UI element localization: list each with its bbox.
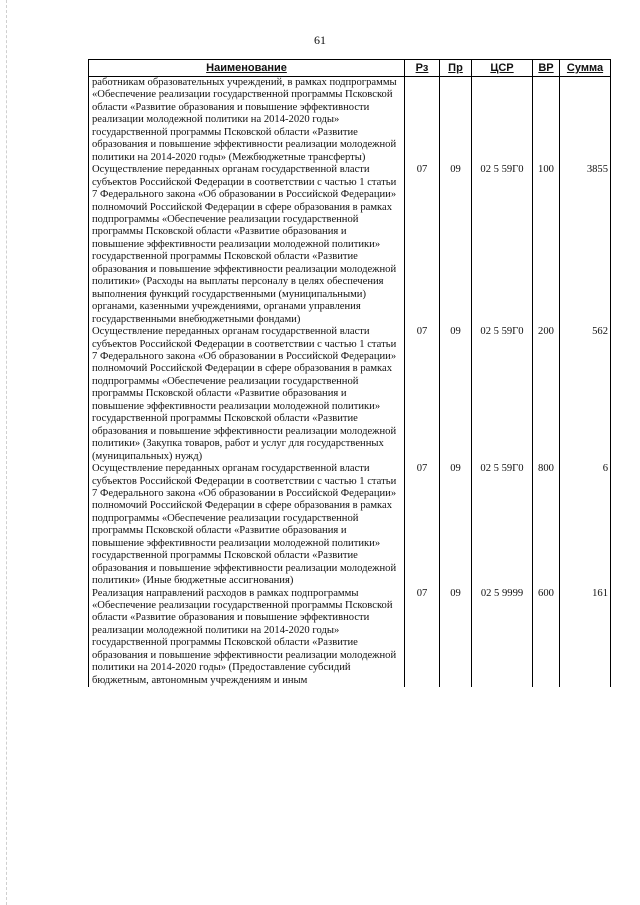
cell-rz: 07 xyxy=(405,588,440,688)
cell-vr: 600 xyxy=(533,588,560,688)
cell-sum: 6 xyxy=(560,463,611,588)
cell-sum xyxy=(560,77,611,165)
cell-csr: 02 5 9999 xyxy=(472,588,533,688)
cell-vr: 200 xyxy=(533,326,560,463)
cell-name: работникам образовательных учреждений, в рамках подпрограммы «Обеспечение реализации государственной программы Псковской области «Развитие образования и повышение эффективности реализации молодежной политики на 2014-2020 годы» государственной программы Псковской области «Развитие образования и повышение эффективности реализации молодежной политики на 2014-2020 годы» (Межбюджетные трансферты) xyxy=(89,77,405,165)
cell-vr xyxy=(533,77,560,165)
table-row xyxy=(89,463,611,588)
cell-pr: 09 xyxy=(440,463,472,588)
header-rz: Рз xyxy=(405,60,440,77)
cell-rz: 07 xyxy=(405,326,440,463)
cell-name: Осуществление переданных органам государственной власти субъектов Российской Федерации в соответствии с частью 1 статьи 7 Федерального закона «Об образовании в Российской Федерации» полномочий Российской Федерации в сфере образования в рамках подпрограммы «Обеспечение реализации государственной программы Псковской области «Развитие образования и повышение эффективности реализации молодежной политики» государственной программы Псковской области «Развитие образования и повышение эффективности реализации молодежной политики» (Закупка товаров, работ и услуг для государственных (муниципальных) нужд) xyxy=(89,326,405,463)
page-number: 61 xyxy=(314,33,326,47)
scan-edge-line xyxy=(6,0,8,905)
cell-rz xyxy=(405,77,440,165)
header-csr: ЦСР xyxy=(472,60,533,77)
table-row xyxy=(89,77,611,165)
header-vr: ВР xyxy=(533,60,560,77)
cell-csr xyxy=(472,77,533,165)
cell-sum: 562 xyxy=(560,326,611,463)
cell-csr: 02 5 59Г0 xyxy=(472,164,533,326)
cell-sum: 161 xyxy=(560,588,611,688)
header-name: Наименование xyxy=(89,60,405,77)
cell-pr xyxy=(440,77,472,165)
cell-pr: 09 xyxy=(440,326,472,463)
cell-rz: 07 xyxy=(405,463,440,588)
cell-name: Осуществление переданных органам государственной власти субъектов Российской Федерации в соответствии с частью 1 статьи 7 Федерального закона «Об образовании в Российской Федерации» полномочий Российской Федерации в сфере образования в рамках подпрограммы «Обеспечение реализации государственной программы Псковской области «Развитие образования и повышение эффективности реализации молодежной политики» государственной программы Псковской области «Развитие образования и повышение эффективности реализации молодежной политики» (Иные бюджетные ассигнования) xyxy=(89,463,405,588)
header-sum: Сумма xyxy=(560,60,611,77)
cell-csr: 02 5 59Г0 xyxy=(472,326,533,463)
table-row xyxy=(89,164,611,326)
table-header xyxy=(89,60,611,77)
cell-sum: 3855 xyxy=(560,164,611,326)
cell-pr: 09 xyxy=(440,588,472,688)
cell-vr: 100 xyxy=(533,164,560,326)
table-row xyxy=(89,326,611,463)
budget-table xyxy=(88,59,611,687)
cell-rz: 07 xyxy=(405,164,440,326)
header-pr: Пр xyxy=(440,60,472,77)
cell-name: Осуществление переданных органам государственной власти субъектов Российской Федерации в соответствии с частью 1 статьи 7 Федерального закона «Об образовании в Российской Федерации» полномочий Российской Федерации в сфере образования в рамках подпрограммы «Обеспечение реализации государственной программы Псковской области «Развитие образования и повышение эффективности реализации молодежной политики» государственной программы Псковской области «Развитие образования и повышение эффективности реализации молодежной политики» (Расходы на выплаты персоналу в целях обеспечения выполнения функций государственными (муниципальными) органами, казенными учреждениями, органами управления государственными внебюджетными фондами) xyxy=(89,164,405,326)
cell-pr: 09 xyxy=(440,164,472,326)
cell-vr: 800 xyxy=(533,463,560,588)
cell-csr: 02 5 59Г0 xyxy=(472,463,533,588)
cell-name: Реализация направлений расходов в рамках подпрограммы «Обеспечение реализации государственной программы Псковской области «Развитие образования и повышение эффективности реализации молодежной политики на 2014-2020 годы» государственной программы Псковской области «Развитие образования и повышение эффективности реализации молодежной политики на 2014-2020 годы» (Предоставление субсидий бюджетным, автономным учреждениям и иным xyxy=(89,588,405,688)
table-row xyxy=(89,588,611,688)
